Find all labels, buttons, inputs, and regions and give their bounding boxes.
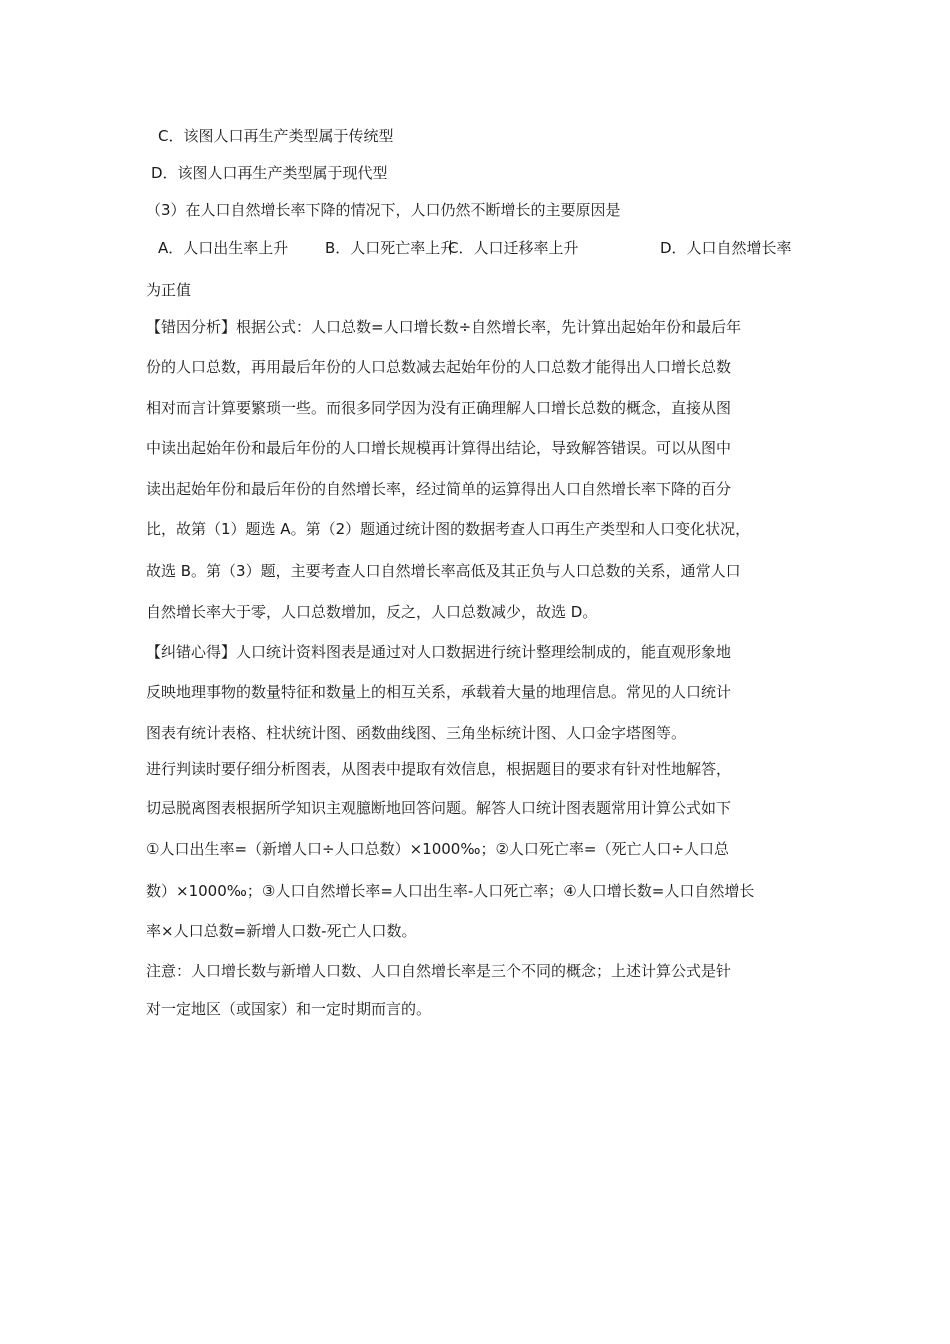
q3-option-a: A．人口出生率上升 — [158, 239, 289, 257]
method-line: 率×人口总数=新增人口数-死亡人口数。 — [146, 922, 417, 940]
q3-option-d: D．人口自然增长率 — [660, 239, 792, 257]
error-analysis-line: 比，故第（1）题选 A。第（2）题通过统计图的数据考查人口再生产类型和人口变化状况， — [146, 520, 751, 538]
q3-option-b: B．人口死亡率上升 — [325, 239, 456, 257]
error-analysis-line: 自然增长率大于零，人口总数增加，反之，人口总数减少，故选 D。 — [146, 603, 598, 621]
error-analysis-line: 读出起始年份和最后年份的自然增长率，经过简单的运算得出人口自然增长率下降的百分 — [146, 480, 732, 498]
q3-option-d-continuation: 为正值 — [146, 281, 192, 299]
correction-insight-line: 反映地理事物的数量特征和数量上的相互关系，承载着大量的地理信息。常见的人口统计 — [146, 683, 732, 701]
error-analysis-line: 故选 B。第（3）题，主要考查人口自然增长率高低及其正负与人口总数的关系，通常人口 — [146, 562, 741, 580]
note-line: 注意：人口增长数与新增人口数、人口自然增长率是三个不同的概念；上述计算公式是针 — [146, 962, 732, 980]
q3-option-c: C．人口迁移率上升 — [448, 239, 579, 257]
error-analysis-line: 相对而言计算要繁琐一些。而很多同学因为没有正确理解人口增长总数的概念，直接从图 — [146, 399, 732, 417]
error-analysis-line: 份的人口总数，再用最后年份的人口总数减去起始年份的人口总数才能得出人口增长总数 — [146, 358, 732, 376]
option-c: C．该图人口再生产类型属于传统型 — [158, 127, 394, 145]
option-d: D．该图人口再生产类型属于现代型 — [151, 164, 388, 182]
correction-insight-line: 【纠错心得】人口统计资料图表是通过对人口数据进行统计整理绘制成的，能直观形象地 — [146, 643, 732, 661]
method-line: 切忌脱离图表根据所学知识主观臆断地回答问题。解答人口统计图表题常用计算公式如下 — [146, 799, 732, 817]
error-analysis-line: 【错因分析】根据公式：人口总数=人口增长数÷自然增长率，先计算出起始年份和最后年 — [146, 318, 742, 336]
method-line: 进行判读时要仔细分析图表，从图表中提取有效信息，根据题目的要求有针对性地解答， — [146, 760, 732, 778]
note-line: 对一定地区（或国家）和一定时期而言的。 — [146, 1000, 432, 1018]
method-line: 数）×1000‰；③人口自然增长率=人口出生率-人口死亡率；④人口增长数=人口自然增长 — [146, 882, 755, 900]
question-3-stem: （3）在人口自然增长率下降的情况下，人口仍然不断增长的主要原因是 — [146, 201, 621, 219]
method-line: ①人口出生率=（新增人口÷人口总数）×1000‰；②人口死亡率=（死亡人口÷人口总 — [146, 840, 730, 858]
correction-insight-line: 图表有统计表格、柱状统计图、函数曲线图、三角坐标统计图、人口金字塔图等。 — [146, 724, 687, 742]
error-analysis-line: 中读出起始年份和最后年份的人口增长规模再计算得出结论，导致解答错误。可以从图中 — [146, 439, 732, 457]
